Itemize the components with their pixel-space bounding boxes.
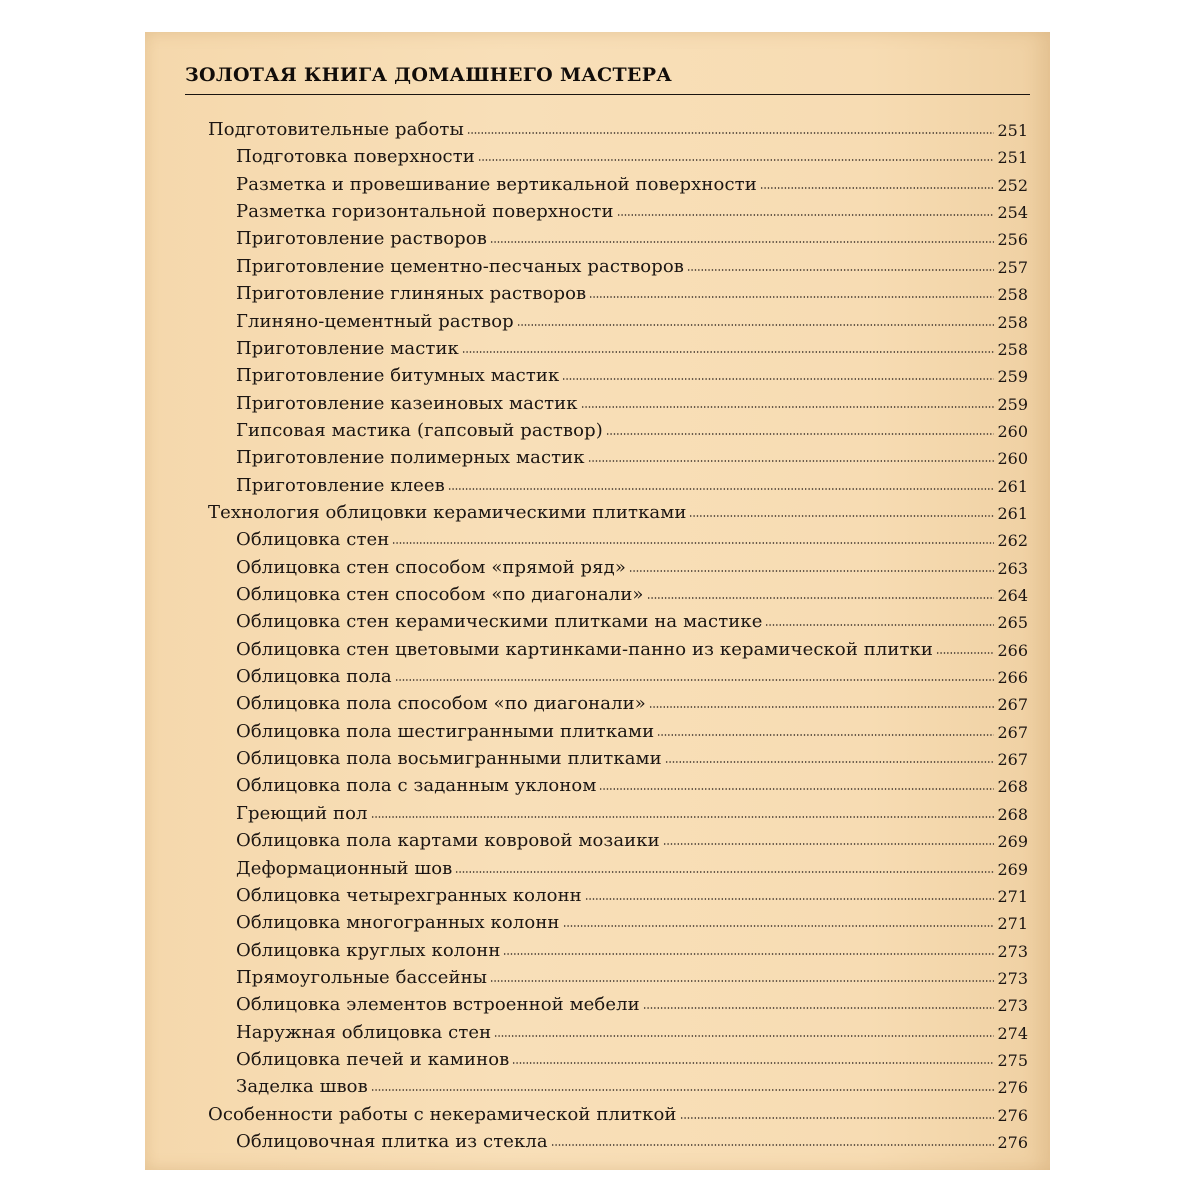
dot-leader (665, 761, 995, 763)
toc-entry (236, 1044, 1028, 1070)
dot-leader (448, 488, 995, 490)
dot-leader (617, 214, 995, 216)
dot-leader (689, 515, 994, 517)
dot-leader (371, 816, 995, 818)
toc-entry (236, 169, 1028, 195)
dot-leader (562, 378, 994, 380)
toc-entry-title: Деформационный шов (236, 857, 453, 879)
dot-leader (371, 1089, 995, 1091)
toc-entry (236, 853, 1028, 879)
toc-entry-title: Приготовление клеев (236, 474, 445, 496)
dot-leader (581, 406, 995, 408)
toc-entry (236, 333, 1028, 359)
toc-entry (236, 1126, 1028, 1152)
toc-entry-title: Облицовка элементов встроенной мебели (236, 994, 640, 1016)
dot-leader (551, 1144, 995, 1146)
toc-entry (236, 907, 1028, 933)
toc-entry (236, 360, 1028, 386)
toc-entry (236, 716, 1028, 742)
toc-page-number: 254 (997, 203, 1028, 223)
toc-entry (236, 141, 1028, 167)
toc-entry (236, 743, 1028, 769)
toc-entry-title: Гипсовая мастика (гапсовый раствор) (236, 419, 603, 441)
toc-entry-title: Облицовка пола шестигранными плитками (236, 720, 655, 742)
toc-page-number: 274 (997, 1023, 1028, 1043)
toc-entry (236, 935, 1028, 961)
toc-entry-title: Разметка горизонтальной поверхности (236, 201, 614, 223)
toc-entry (236, 825, 1028, 851)
toc-entry (236, 1017, 1028, 1043)
toc-entry-title: Приготовление битумных мастик (236, 365, 560, 387)
toc-entry-title: Облицовка круглых колонн (236, 939, 501, 961)
dot-leader (936, 652, 994, 654)
toc-page-number: 268 (997, 777, 1028, 797)
toc-page-number: 275 (997, 1050, 1028, 1070)
dot-leader (512, 1062, 994, 1064)
toc-page-number: 273 (997, 968, 1028, 988)
toc-entry-title: Облицовка четырехгранных колонн (236, 884, 582, 906)
toc-page-number: 269 (997, 859, 1028, 879)
toc-entry-title: Облицовка пола картами ковровой мозаики (236, 830, 660, 852)
toc-entry-title: Приготовление глиняных растворов (236, 283, 587, 305)
toc-entry (236, 251, 1028, 277)
toc-page-number: 251 (997, 148, 1028, 168)
toc-entry-title: Облицовочная плитка из стекла (236, 1131, 548, 1152)
dot-leader (657, 734, 994, 736)
toc-entry (236, 634, 1028, 660)
toc-entry-title: Облицовка пола (236, 666, 392, 687)
toc-entry (236, 442, 1028, 468)
toc-entry-title: Облицовка стен способом «по диагонали» (236, 584, 644, 605)
toc-entry (236, 278, 1028, 304)
dot-leader (467, 132, 995, 134)
toc-page-number: 263 (997, 558, 1028, 578)
toc-entry (236, 388, 1028, 414)
dot-leader (503, 953, 994, 955)
book-title: ЗОЛОТАЯ КНИГА ДОМАШНЕГО МАСТЕРА (185, 64, 673, 86)
toc-page-number: 271 (997, 886, 1028, 906)
toc-entry (236, 880, 1028, 906)
dot-leader (606, 433, 995, 435)
toc-page-number: 276 (997, 1105, 1028, 1125)
toc-page-number: 258 (997, 312, 1028, 332)
toc-entry (236, 1071, 1028, 1097)
toc-entry (236, 196, 1028, 222)
toc-entry (236, 415, 1028, 441)
toc-page-number: 266 (997, 640, 1028, 660)
toc-entry (236, 306, 1028, 332)
toc-page-number: 260 (997, 449, 1028, 469)
dot-leader (649, 706, 995, 708)
toc-entry (236, 223, 1028, 249)
toc-entry-title: Облицовка стен (236, 529, 390, 551)
toc-page-number: 276 (997, 1078, 1028, 1098)
dot-leader (643, 1007, 995, 1009)
toc-page-number: 258 (997, 339, 1028, 359)
toc-section (208, 1099, 1028, 1125)
dot-leader (585, 898, 995, 900)
toc-entry-title: Облицовка пола восьмигранными плитками (236, 748, 662, 770)
dot-leader (680, 1117, 995, 1119)
toc-entry (236, 770, 1028, 796)
toc-entry-title: Приготовление казеиновых мастик (236, 392, 578, 414)
toc-page-number: 267 (997, 722, 1028, 742)
toc-entry-title: Подготовительные работы (208, 119, 464, 140)
toc-entry-title: Приготовление мастик (236, 337, 459, 359)
dot-leader (517, 324, 995, 326)
toc-entry (236, 688, 1028, 714)
toc-entry (236, 524, 1028, 550)
toc-page-number: 261 (997, 503, 1028, 523)
toc-page-number: 267 (997, 695, 1028, 715)
toc-entry (236, 962, 1028, 988)
toc-page-number: 260 (997, 421, 1028, 441)
toc-entry-title: Разметка и провешивание вертикальной поверхности (236, 173, 757, 195)
dot-leader (588, 460, 995, 462)
toc-page-number: 269 (997, 832, 1028, 852)
toc-entry-title: Приготовление растворов (236, 228, 487, 250)
toc-entry-title: Облицовка пола способом «по диагонали» (236, 693, 646, 715)
running-header (185, 60, 1030, 95)
dot-leader (563, 925, 995, 927)
dot-leader (494, 1035, 994, 1037)
toc-section (208, 114, 1028, 140)
toc-entry-title: Особенности работы с некерамической плиткой (208, 1103, 677, 1125)
toc-page-number: 259 (997, 394, 1028, 414)
toc-page-number: 267 (997, 750, 1028, 770)
toc-entry-title: Приготовление цементно-песчаных растворов (236, 255, 685, 277)
toc-page-number: 258 (997, 285, 1028, 305)
toc-entry-title: Облицовка стен керамическими плитками на мастике (236, 611, 763, 633)
dot-leader (462, 351, 995, 353)
toc-page-number: 251 (997, 121, 1028, 140)
toc-page-number: 252 (997, 175, 1028, 195)
toc-page-number: 265 (997, 613, 1028, 633)
toc-entry-title: Подготовка поверхности (236, 146, 475, 168)
toc-entry-title: Греющий пол (236, 802, 368, 824)
toc-entry (236, 579, 1028, 605)
toc-page-number: 256 (997, 230, 1028, 250)
toc-entry-title: Облицовка печей и каминов (236, 1048, 510, 1070)
toc-entry-title: Прямоугольные бассейны (236, 966, 488, 988)
toc-entry-title: Наружная облицовка стен (236, 1021, 492, 1043)
toc-page-number: 268 (997, 804, 1028, 824)
dot-leader (392, 542, 994, 544)
toc-entry (236, 798, 1028, 824)
dot-leader (490, 241, 995, 243)
dot-leader (455, 871, 994, 873)
toc-entry-title: Технология облицовки керамическими плитками (208, 501, 687, 523)
dot-leader (765, 624, 994, 626)
toc-entry (236, 552, 1028, 578)
dot-leader (647, 597, 995, 599)
toc-page-number: 262 (997, 531, 1028, 551)
toc-entry (236, 470, 1028, 496)
toc-entry-title: Приготовление полимерных мастик (236, 447, 585, 469)
dot-leader (599, 788, 994, 790)
toc-entry-title: Облицовка многогранных колонн (236, 912, 560, 934)
dot-leader (478, 159, 995, 161)
toc-entry (236, 989, 1028, 1015)
dot-leader (490, 980, 994, 982)
toc-page-number: 273 (997, 941, 1028, 961)
toc-page-number: 257 (997, 257, 1028, 277)
dot-leader (395, 679, 995, 681)
toc-page-number: 266 (997, 668, 1028, 687)
toc-entry-title: Глиняно-цементный раствор (236, 310, 514, 332)
dot-leader (760, 187, 995, 189)
dot-leader (687, 269, 994, 271)
toc-section (208, 497, 1028, 523)
toc-entry (236, 661, 1028, 687)
toc-entry-title: Облицовка пола с заданным уклоном (236, 775, 597, 797)
toc-page-number: 273 (997, 996, 1028, 1016)
toc-page-number: 276 (997, 1133, 1028, 1152)
toc-entry (236, 606, 1028, 632)
dot-leader (589, 296, 994, 298)
toc-entry-title: Облицовка стен цветовыми картинками-панно из керамической плитки (236, 638, 933, 660)
toc-page-number: 259 (997, 367, 1028, 387)
toc-page-number: 261 (997, 476, 1028, 496)
dot-leader (629, 570, 995, 572)
toc-page-number: 264 (997, 586, 1028, 605)
dot-leader (663, 843, 995, 845)
toc-page-number: 271 (997, 914, 1028, 934)
toc-entry-title: Заделка швов (236, 1076, 368, 1098)
toc-entry-title: Облицовка стен способом «прямой ряд» (236, 556, 626, 578)
